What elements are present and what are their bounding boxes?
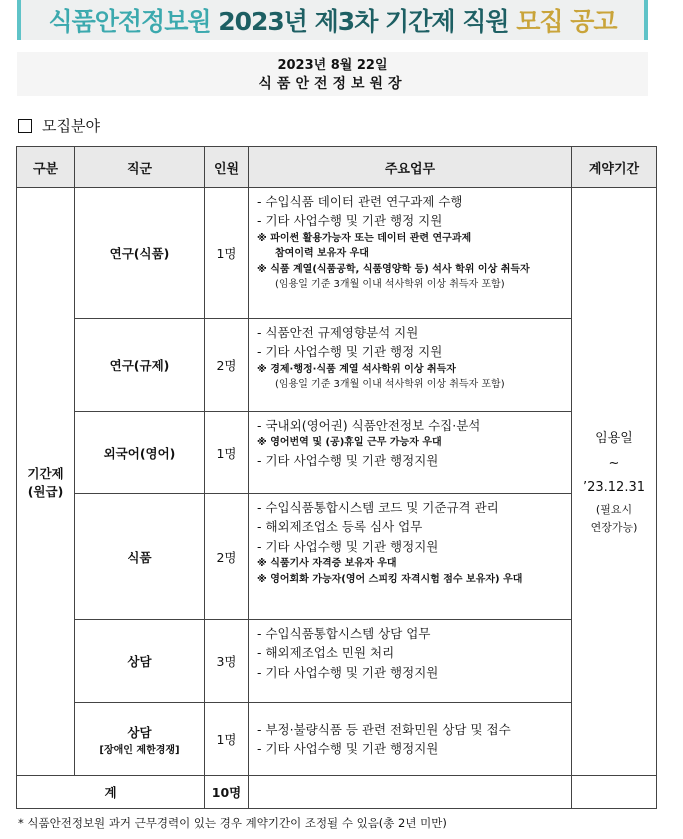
total-label: 계	[17, 776, 205, 809]
job-cell: 연구(규제)	[75, 319, 205, 412]
category-cell: 기간제 (원급)	[17, 188, 75, 776]
header-period: 계약기간	[572, 147, 657, 188]
total-count: 10명	[205, 776, 249, 809]
notice-date-box	[17, 52, 648, 96]
total-row	[17, 776, 657, 809]
section-heading	[18, 115, 100, 136]
count-cell: 1명	[205, 412, 249, 494]
duty-cell: - 부정·불량식품 등 관련 전화민원 상담 및 접수 - 기타 사업수행 및 기관 행정지원	[249, 703, 572, 776]
header-duties: 주요업무	[249, 147, 572, 188]
duty-cell: - 수입식품통합시스템 상담 업무 - 해외제조업소 민원 처리 - 기타 사업수행 및 기관 행정지원	[249, 620, 572, 703]
title-main: 2023년 제3차 기간제 직원	[218, 7, 509, 36]
footnote: * 식품안전정보원 과거 근무경력이 있는 경우 계약기간이 조정될 수 있음(총 2년 미만)	[18, 816, 447, 830]
header-category: 구분	[17, 147, 75, 188]
section-title: 모집분야	[42, 117, 100, 135]
title-suffix: 모집 공고	[516, 7, 617, 36]
duty-cell: - 국내외(영어권) 식품안전정보 수집·분석 ※ 영어번역 및 (공)휴일 근무 가능자 우대 - 기타 사업수행 및 기관 행정지원	[249, 412, 572, 494]
table-row	[17, 620, 657, 703]
job-cell: 연구(식품)	[75, 188, 205, 319]
period-cell: 임용일 ~ ’23.12.31 (필요시 연장가능)	[572, 188, 657, 776]
page-title	[17, 0, 648, 40]
table-header-row	[17, 147, 657, 188]
job-cell: 상담 [장애인 제한경쟁]	[75, 703, 205, 776]
count-cell: 2명	[205, 494, 249, 620]
total-empty-cell	[572, 776, 657, 809]
checkbox-square-icon	[18, 119, 32, 133]
count-cell: 3명	[205, 620, 249, 703]
header-count: 인원	[205, 147, 249, 188]
duty-cell: - 식품안전 규제영향분석 지원 - 기타 사업수행 및 기관 행정 지원 ※ 경제·행정·식품 계열 석사학위 이상 취득자 (임용일 기준 3개월 이내 석사학위 이상 취득자 포함)	[249, 319, 572, 412]
table-row	[17, 703, 657, 776]
job-cell: 외국어(영어)	[75, 412, 205, 494]
duty-cell: - 수입식품 데이터 관련 연구과제 수행 - 기타 사업수행 및 기관 행정 지원 ※ 파이썬 활용가능자 또는 데이터 관련 연구과제 참여이력 보유자 우대 ※ 식품 계열(식품공학, 식품영양학 등) 석사 학위 이상 취득자 (임용일 기준 3개월 이내 석사학위 이상 취득자 포함)	[249, 188, 572, 319]
notice-issuer: 식품안전정보원장	[258, 76, 407, 92]
notice-date: 2023년 8월 22일	[277, 58, 388, 73]
count-cell: 2명	[205, 319, 249, 412]
count-cell: 1명	[205, 188, 249, 319]
table-row	[17, 188, 657, 319]
job-cell: 상담	[75, 620, 205, 703]
duty-cell: - 수입식품통합시스템 코드 및 기준규격 관리 - 해외제조업소 등록 심사 업무 - 기타 사업수행 및 기관 행정지원 ※ 식품기사 자격증 보유자 우대 ※ 영어회화 가능자(영어 스피킹 자격시험 점수 보유자) 우대	[249, 494, 572, 620]
job-cell: 식품	[75, 494, 205, 620]
count-cell: 1명	[205, 703, 249, 776]
table-row	[17, 494, 657, 620]
recruitment-table	[16, 146, 657, 809]
table-row	[17, 319, 657, 412]
total-empty-cell	[249, 776, 572, 809]
table-row	[17, 412, 657, 494]
header-job: 직군	[75, 147, 205, 188]
title-org: 식품안전정보원	[48, 7, 211, 36]
